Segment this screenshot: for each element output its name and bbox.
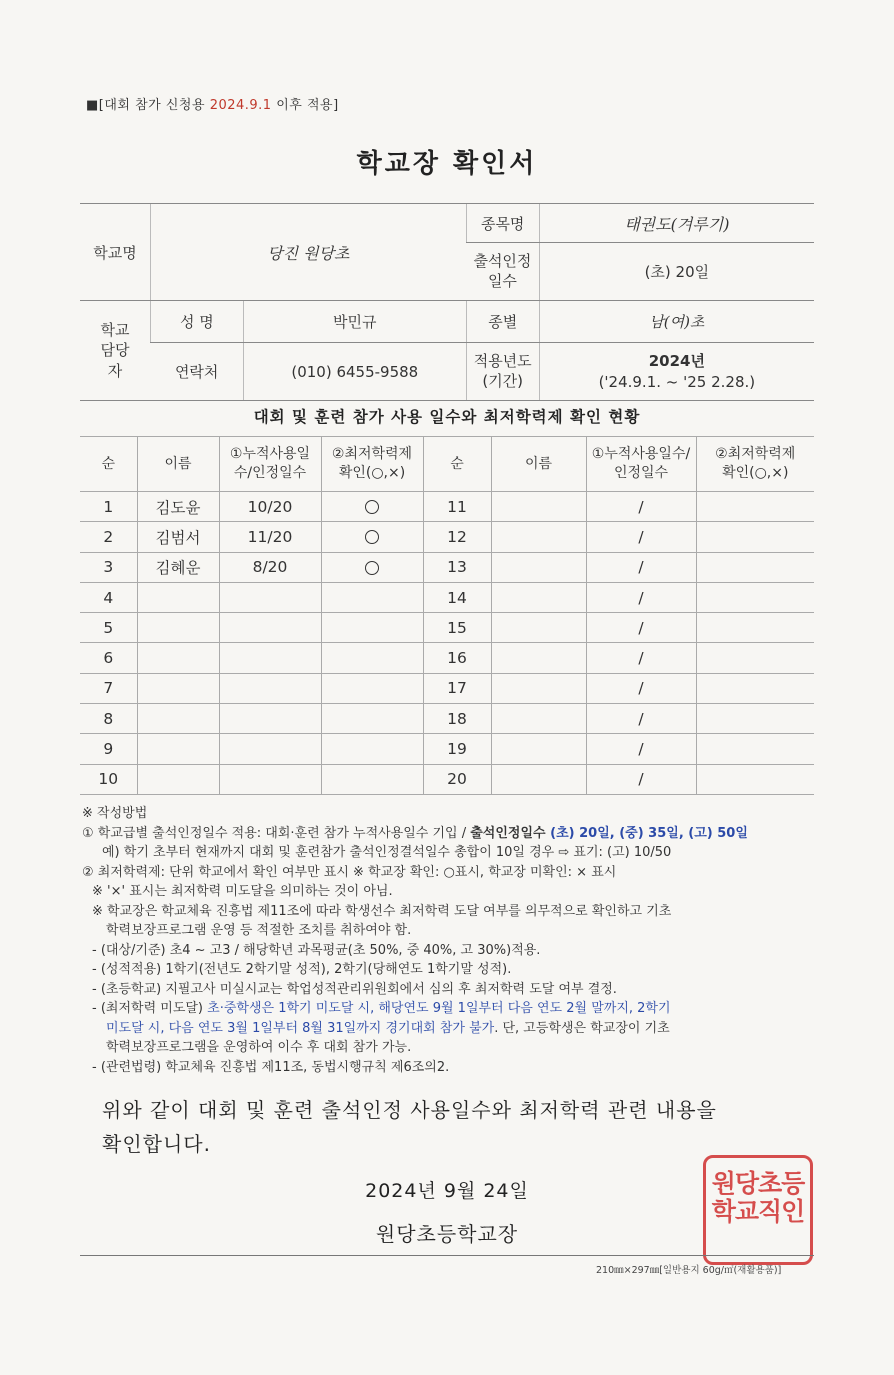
principal-name: 원당초등학교장 [375,1222,519,1246]
bullet: ■ [86,98,99,113]
row-check [321,734,423,764]
row-no-2: 13 [423,552,491,582]
row-no-2: 14 [423,582,491,612]
sport-value: 태권도(겨루기) [539,204,814,243]
header-check-2: ②최저학력제확인(○,×) [696,437,814,492]
row-no-2: 16 [423,643,491,673]
row-name-2 [491,613,586,643]
row-days-2: / [586,704,696,734]
row-days [219,582,321,612]
row-check-2 [696,764,814,794]
row-name [137,582,219,612]
row-check-2 [696,522,814,552]
sport-label: 종목명 [466,204,539,243]
row-no: 1 [80,492,137,522]
row-name-2 [491,704,586,734]
row-name: 김도윤 [137,492,219,522]
check-circle-icon [365,530,379,544]
note-1: ① 학교급별 출석인정일수 적용: 대회·훈련 참가 누적사용일수 기입 / 출석인정일수 (초) 20일, (중) 35일, (고) 50일 [82,825,748,841]
row-check [321,673,423,703]
row-days: 10/20 [219,492,321,522]
row-check [321,552,423,582]
note-5: - (대상/기준) 초4 ~ 고3 / 해당학년 과목평균(초 50%, 중 40%, 고 30%)적용. [92,942,541,958]
top-note: ■[대회 참가 신청용 2024.9.1 이후 적용] [86,98,339,113]
top-note-date: 2024.9.1 [209,98,272,113]
table-row [80,673,814,703]
name-value: 박민규 [243,301,466,343]
row-name-2 [491,643,586,673]
row-check [321,522,423,552]
row-days-2: / [586,643,696,673]
official-seal-icon: 원당초등 학교직인 [703,1155,813,1265]
row-no-2: 18 [423,704,491,734]
table-row [80,522,814,552]
note-6: - (성적적용) 1학기(전년도 2학기말 성적), 2학기(당해연도 1학기말 성적). [92,962,512,977]
row-no-2: 11 [423,492,491,522]
category-value: 남(여)초 [539,301,814,343]
issue-date: 2024년 9월 24일 [365,1180,529,1202]
row-check-2 [696,673,814,703]
name-label: 성 명 [150,301,243,343]
footer-divider [80,1255,814,1256]
row-name-2 [491,582,586,612]
row-check [321,582,423,612]
row-no: 3 [80,552,137,582]
row-name [137,613,219,643]
document-title: 학교장 확인서 [356,149,538,179]
row-days [219,734,321,764]
header-days: ①누적사용일수/인정일수 [219,437,321,492]
row-check [321,613,423,643]
row-check-2 [696,643,814,673]
school-value: 당진 원당초 [150,204,466,301]
category-label: 종별 [466,301,539,343]
row-no-2: 17 [423,673,491,703]
row-days: 8/20 [219,552,321,582]
row-no: 5 [80,613,137,643]
header-no-2: 순 [423,437,491,492]
row-days-2: / [586,734,696,764]
row-no: 4 [80,582,137,612]
row-no: 9 [80,734,137,764]
row-name [137,764,219,794]
table-row [80,492,814,522]
row-days [219,704,321,734]
row-check [321,643,423,673]
note-3: ※ '×' 표시는 최저학력 미도달을 의미하는 것이 아님. [92,884,393,899]
row-check-2 [696,613,814,643]
row-days: 11/20 [219,522,321,552]
row-no-2: 19 [423,734,491,764]
header-check: ②최저학력제확인(○,×) [321,437,423,492]
row-check-2 [696,582,814,612]
year-label: 적용년도(기간) [466,343,539,401]
row-days-2: / [586,764,696,794]
row-check-2 [696,492,814,522]
row-no: 10 [80,764,137,794]
row-days [219,613,321,643]
row-name-2 [491,492,586,522]
participants-table [80,436,814,795]
row-name-2 [491,764,586,794]
row-name-2 [491,522,586,552]
row-check-2 [696,734,814,764]
row-name: 김혜운 [137,552,219,582]
attend-value: (초) 20일 [539,243,814,301]
table-row [80,643,814,673]
row-no-2: 12 [423,522,491,552]
row-name-2 [491,673,586,703]
note-9: - (관련법령) 학교체육 진흥법 제11조, 동법시행규칙 제6조의2. [92,1059,450,1075]
note-8-cont-2: 학력보장프로그램을 운영하여 이수 후 대회 참가 가능. [106,1040,412,1055]
contact-label: 연락처 [150,343,243,401]
row-days [219,764,321,794]
row-check [321,492,423,522]
check-circle-icon [365,500,379,514]
row-days [219,643,321,673]
row-name [137,643,219,673]
info-table [80,203,814,401]
row-days [219,673,321,703]
table-row [80,613,814,643]
row-no-2: 20 [423,764,491,794]
row-check-2 [696,704,814,734]
instructions [82,804,822,1077]
period-value: ('24.9.1. ~ '25 2.28.) [598,372,756,391]
row-days-2: / [586,492,696,522]
row-name [137,734,219,764]
table-row [80,704,814,734]
contact-value: (010) 6455-9588 [243,343,466,401]
row-no: 2 [80,522,137,552]
note-7: - (초등학교) 지필고사 미실시교는 학업성적관리위원회에서 심의 후 최저학력 도달 여부 결정. [92,981,617,997]
row-name-2 [491,734,586,764]
row-check [321,704,423,734]
row-days-2: / [586,613,696,643]
note-8-cont: 미도달 시, 다음 연도 3월 1일부터 8월 31일까지 경기대회 참가 불가. 단, 고등학생은 학교장이 기초 [106,1020,670,1036]
header-name-2: 이름 [491,437,586,492]
notes-heading: ※ 작성방법 [82,806,148,821]
attend-label: 출석인정일수 [466,243,539,301]
table-header [80,437,814,492]
school-label: 학교명 [80,204,150,301]
table-row [80,552,814,582]
table-body [80,492,814,795]
table-row [80,764,814,794]
table-row [80,734,814,764]
note-8: - (최저학력 미도달) 초·중학생은 1학기 미도달 시, 해당연도 9월 1일부터 다음 연도 2월 말까지, 2학기 [92,1001,671,1016]
row-no: 7 [80,673,137,703]
year-value: 2024년 ('24.9.1. ~ '25 2.28.) [539,343,814,401]
note-4-cont: 학력보장프로그램 운영 등 적절한 조치를 취하여야 함. [106,923,412,938]
table-subtitle: 대회 및 훈련 참가 사용 일수와 최저학력제 확인 현황 [253,408,641,426]
row-name: 김범서 [137,522,219,552]
table-row [80,582,814,612]
row-name-2 [491,552,586,582]
row-name [137,704,219,734]
row-no: 6 [80,643,137,673]
header-no: 순 [80,437,137,492]
row-check-2 [696,552,814,582]
row-no: 8 [80,704,137,734]
note-2: ② 최저학력제: 단위 학교에서 확인 여부만 표시 ※ 학교장 확인: ○표시, 학교장 미확인: × 표시 [82,864,617,880]
header-days-2: ①누적사용일수/인정일수 [586,437,696,492]
check-circle-icon [365,561,379,575]
header-name: 이름 [137,437,219,492]
row-name [137,673,219,703]
row-days-2: / [586,673,696,703]
confirmation-text: 위와 같이 대회 및 훈련 출석인정 사용일수와 최저학력 관련 내용을 확인합니다. [102,1098,717,1157]
note-1-example: 예) 학기 초부터 현재까지 대회 및 훈련참가 출석인정결석일수 총합이 10일 경우 ⇨ 표기: (고) 10/50 [102,845,672,860]
row-days-2: / [586,582,696,612]
row-days-2: / [586,552,696,582]
row-check [321,764,423,794]
paper-spec-footnote: 210㎜×297㎜[일반용지 60g/㎡(재활용품)] [596,1265,782,1276]
row-days-2: / [586,522,696,552]
staff-label: 학교담당자 [80,301,150,401]
note-4: ※ 학교장은 학교체육 진흥법 제11조에 따라 학생선수 최저학력 도달 여부를 의무적으로 확인하고 기초 [92,903,672,919]
row-no-2: 15 [423,613,491,643]
